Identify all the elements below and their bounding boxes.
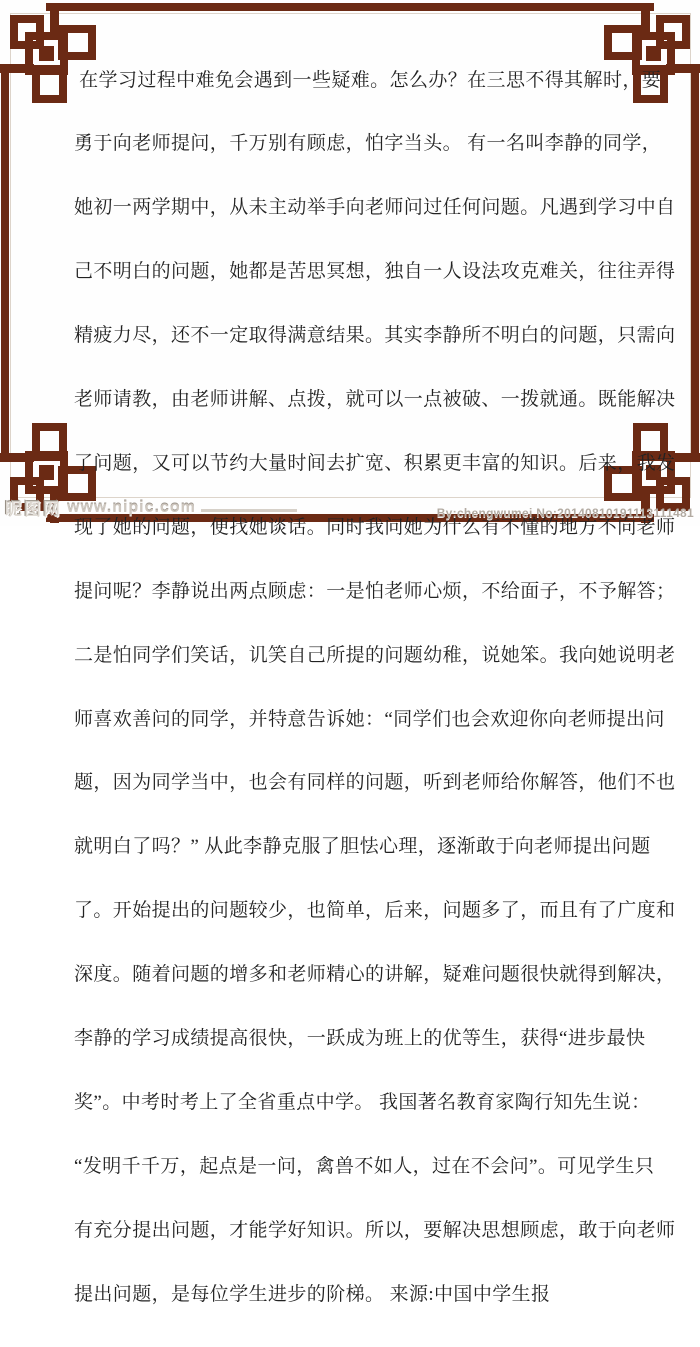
text-line: “发明千千万，起点是一问，禽兽不如人，过在不会问”。可见学生只: [74, 1155, 655, 1177]
text-line: 深度。随着问题的增多和老师精心的讲解，疑难问题很快就得到解决，: [74, 964, 676, 986]
article-text: [74, 27, 678, 1347]
text-line: 提出问题，是每位学生进步的阶梯。 来源:中国中学生报: [74, 1283, 551, 1305]
text-line: 二是怕同学们笑话，讥笑自己所提的问题幼稚，说她笨。我向她说明老: [74, 644, 676, 666]
text-line: 勇于向老师提问，千万别有顾虑，怕字当头。 有一名叫李静的同学，: [74, 133, 662, 155]
text-line: 了。开始提出的问题较少，也简单，后来，问题多了，而且有了广度和: [74, 900, 676, 922]
text-line: 精疲力尽，还不一定取得满意结果。其实李静所不明白的问题，只需向: [74, 325, 676, 347]
text-line: 她初一两学期中，从未主动举手向老师问过任何问题。凡遇到学习中自: [74, 197, 676, 219]
watermark-rule-line: [201, 509, 297, 512]
nipic-site-name: 昵图网: [5, 500, 62, 519]
nipic-site-url: www.nipic.com: [67, 498, 196, 516]
text-line: 奖”。中考时考上了全省重点中学。 我国著名教育家陶行知先生说：: [74, 1091, 651, 1113]
text-line: 师喜欢善问的同学，并特意告诉她：“同学们也会欢迎你向老师提出问: [74, 708, 665, 730]
text-line: 现了她的问题，便找她谈话。同时我问她为什么有不懂的地方不向老师: [74, 516, 676, 538]
text-line: 题，因为同学当中，也会有同样的问题，听到老师给你解答，他们不也: [74, 772, 676, 794]
frame-bar-right: [691, 64, 699, 462]
text-line: 李静的学习成绩提高很快，一跃成为班上的优等生，获得“进步最快: [74, 1027, 646, 1049]
text-line: 了问题，又可以节约大量时间去扩宽、积累更丰富的知识。后来，我发: [74, 452, 676, 474]
text-line: 提问呢？李静说出两点顾虑：一是怕老师心烦，不给面子，不予解答；: [74, 580, 676, 602]
text-line: 就明白了吗？” 从此李静克服了胆怯心理，逐渐敢于向老师提出问题: [74, 836, 651, 858]
text-line: 老师请教，由老师讲解、点拨，就可以一点被破、一拨就通。既能解决: [74, 389, 676, 411]
text-line: 有充分提出问题，才能学好知识。所以，要解决思想顾虑，敢于向老师: [74, 1219, 676, 1241]
text-line: 己不明白的问题，她都是苦思冥想，独自一人设法攻克难关，往往弄得: [74, 261, 676, 283]
nipic-watermark: [5, 495, 297, 520]
text-line: 在学习过程中难免会遇到一些疑难。怎么办？在三思不得其解时，要: [74, 69, 662, 91]
credit-watermark: By:chengwumei No:20140810191113111481: [436, 506, 694, 520]
frame-bar-left: [1, 64, 9, 462]
frame-bar-top: [46, 3, 654, 11]
